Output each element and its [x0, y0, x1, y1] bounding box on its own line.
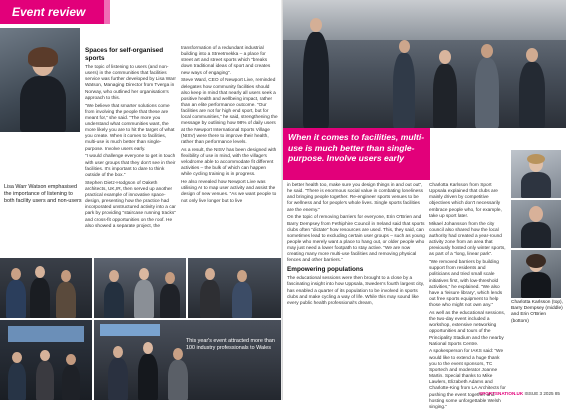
paragraph: “We removed barriers by building support from residents and politicians and tried small scale initiatives first, with low-threshold activities,” he explained. “We also have a 'leisure library', which lends out free sports equipment to help those who might not own any.” [429, 260, 503, 309]
portrait-barry-dempsey [511, 200, 561, 248]
paragraph: The topic of listening to users (and non-users) in the communities that facilities service was further developed by Lisa Warr Watson, Managing Director from Tverga in Norway, who outlined her organisation's approach to this. [85, 65, 176, 101]
page-footer [479, 391, 560, 396]
paragraph: Steve Ward, CEO of Newport Live, reminded delegates how community facilities should also keep in mind that nearly all users seek a positive health and wellbeing impact, rather than an elite performance outcome. “Our facilities are not for high end sport, but for local communities,” he said, strengthening the message by outlining how 98% of daily users at the Newport International Sports Village (NISV) were there to improve their health, rather than performance levels. [181, 78, 278, 145]
paragraph: He also revealed how Newport Live was utilising AI to map user activity and assist the design of new venues. “As we want people to not only live longer but to live [181, 180, 277, 204]
paragraph: transformation of a redundant industrial building into a Streetmekka – a place for street art and street sports which “breaks down traditional ideas of sport and creates new ways of engaging”. [181, 46, 271, 76]
photo-delegates-group [0, 258, 92, 318]
photo-networking-2 [188, 258, 281, 318]
paragraph: “I would challenge everyone to get in touch with user groups that they don't see in their facilities. It's important to dare to think outside of the box.” [85, 154, 176, 178]
portrait-caption: Charlotta Karlsson (top), Barry Dempsey (middle) and Erin O'Brien (bottom) [511, 300, 563, 324]
paragraph: As a result, the NISV has been designed with flexibility of use in mind, with the village's velodrome able to accommodate fit different activities – the bulk of which can happen while cycling training is in progress. [181, 147, 277, 178]
paragraph: A spokesperson for IAKS said: “We would like to extend a huge thank you to the event sponsors, TC Sportech and moderator Joanne Martin. Special thanks to Mike Lawlers, Elizabeth Adams and Charlotte-King from LA Architects for pushing the event together and hosting some unforgettable Welsh singing.” [429, 349, 506, 410]
footer-page-number: 85 [554, 391, 560, 396]
photo-networking-1 [94, 258, 186, 318]
paragraph: Stephen Dietz-Hodgson of Oaketh architects, UK,IR, then served up another practical example of innovative space-design, presenting how the practice had incorporated unstructured activity into a car park by providing “staircase running tracks” and cross-fit opportunities on the roof. He also showed a separate project, the [85, 180, 176, 229]
subhead-empowering: Empowering populations [287, 266, 364, 274]
section-tab-stripe [104, 0, 110, 24]
subhead-self-organised: Spaces for self-organised sports [85, 47, 164, 62]
footer-issue: ISSUE 3 2025 [524, 391, 554, 396]
photo-caption-lisa: Lisa Warr Watson emphasised the importance of listening to both facility users and non-users [4, 184, 82, 204]
paragraph: Mikael Johansson from the city council also shared how the local authority had created a year-round activity zone from an area that previously hosted only winter sports, as part of a “long, linear park”. [429, 221, 506, 258]
left-page [0, 0, 283, 400]
photo-conference-hall [0, 320, 92, 400]
photo-event-attendees [94, 320, 281, 400]
right-column-1 [287, 183, 425, 393]
footer-site: SPORTSNATION.UK [479, 391, 524, 396]
paragraph: in better health too, make sure you design things in and out out”, he said. “There is enormous social value in combating loneliness and bringing people together. Re-engineer sports venues to be for wellness and for people's whole lives. Single sports facilities are the enemy.” [287, 183, 423, 213]
paragraph: Charlotta Karlsson from Sport Uppsala explained that clubs are mainly driven by competitive objectives which don't necessarily embrace people who, for example, take up sport later. [429, 183, 502, 219]
pull-quote: When it comes to facilities, multi-use is much better than single-purpose. Involve users early [288, 132, 425, 163]
paragraph: As well as the educational sessions, the two-day event included a workshop, extensive networking opportunities and tours of the Principality Stadium and the nearby National Sports Centre. [429, 310, 506, 347]
section-tab: Event review [0, 0, 104, 24]
portrait-charlotta-karlsson [511, 150, 561, 198]
photo-lisa-warr-watson [0, 28, 80, 132]
pull-quote-box [283, 128, 430, 180]
portrait-erin-obrien [511, 250, 561, 298]
paragraph: On the topic of removing barriers for everyone, Erin O'Brien and Barry Dempsey from Fethiphire Council in Ireland said that sports clubs often “dictate” how resources are used. This, they said, can sometimes lead to excluding certain user groups – such as young people who merely want a place to hang out, or older people who may just need a lower footpath to stay active. “We are now creating many more multi-use facilities and removing physical fences and other barriers.” [287, 215, 425, 264]
photo-speaker-audience [283, 0, 566, 128]
paragraph: The educational sessions were then brought to a close by a fascinating insight into how Uppsala, Sweden's fourth largest city, has enabled a quarter of its population to be involved in sports clubs and make cycling a way of life. While this may sound like every public health professional's dream, [287, 276, 425, 306]
left-column-1 [85, 46, 177, 246]
paragraph: “We believe that smarter solutions come from involving the people that these are meant for,” she said. “The more you understand what communities want, the more likely you are to hit the target of what you create. When it comes to facilities, multi-use is much better than single-purpose. Involve users early. [85, 103, 175, 152]
left-column-2 [181, 46, 278, 246]
photo-caption-event: This year's event attracted more than 100 industry professionals to Wales [186, 338, 275, 351]
